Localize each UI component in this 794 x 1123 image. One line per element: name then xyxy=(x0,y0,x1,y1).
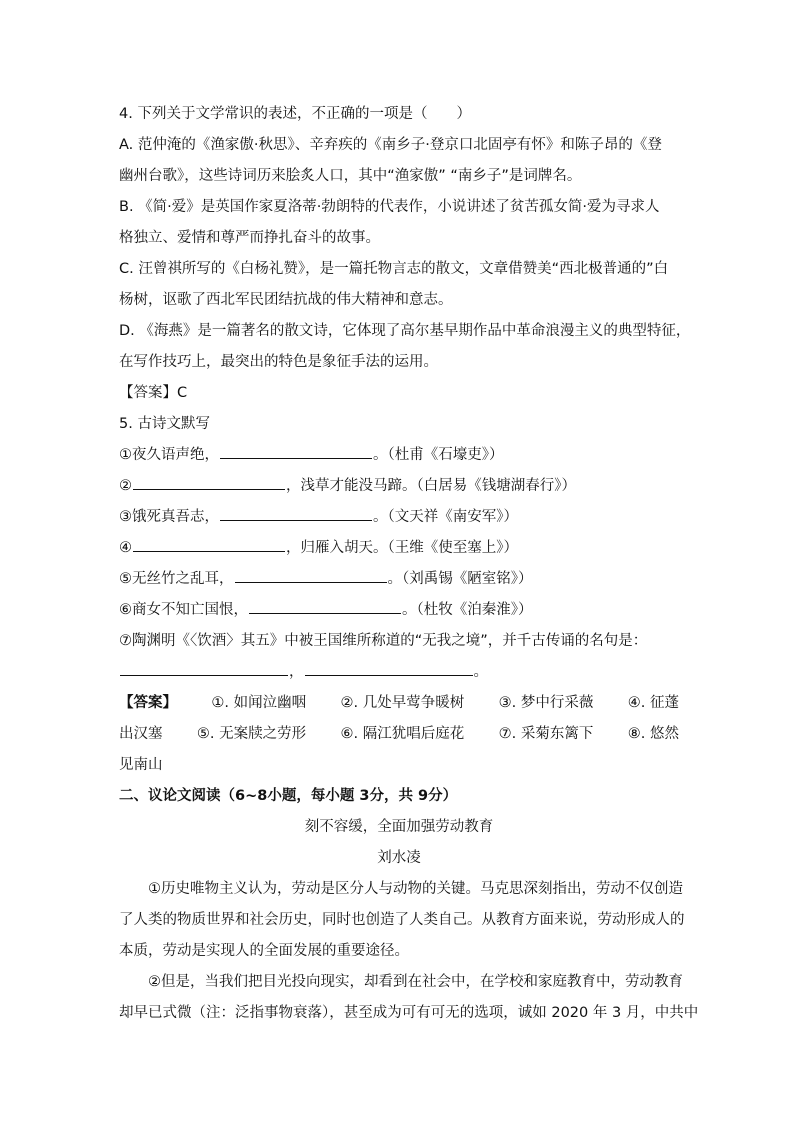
paragraph-1-line-1: ①历史唯物主义认为，劳动是区分人与动物的关键。马克思深刻指出，劳动不仅创造 xyxy=(148,881,683,897)
option-c-line-1: C. 汪曾祺所写的《白杨礼赞》，是一篇托物言志的散文，文章借赞美“西北极普通的”白 xyxy=(119,261,669,277)
answer-item-2: ②. 几处早莺争暖树 xyxy=(340,695,465,711)
blank-end: 。 xyxy=(473,664,488,680)
recite-line-5 xyxy=(119,564,679,595)
question-4-title: 4. 下列关于文学常识的表述，不正确的一项是（ ） xyxy=(119,106,471,122)
option-a-line-2: 幽州台歌》，这些诗词历来脍炙人口，其中“渔家傲” “南乡子”是词牌名。 xyxy=(119,168,582,184)
page-content xyxy=(119,99,699,1029)
recite-5-source: 。（刘禹锡《陋室铭》） xyxy=(387,571,533,587)
recite-line-2 xyxy=(119,471,679,502)
paragraph-1-line-3: 本质，劳动是实现人的全面发展的重要途径。 xyxy=(119,943,409,959)
fill-blank xyxy=(133,488,285,490)
recite-4-source: ，归雁入胡天。（王维《使至塞上》） xyxy=(286,540,518,556)
answer-item-1: ①. 如闻泣幽咽 xyxy=(211,695,307,711)
answer-item-3: ③. 梦中行采薇 xyxy=(498,695,594,711)
answer-item-6: ⑥. 隔江犹唱后庭花 xyxy=(340,726,465,742)
fill-blank xyxy=(220,457,372,459)
answer-item-8: ⑧. 悠然 xyxy=(627,726,679,742)
recite-3-prompt: ③饿死真吾志， xyxy=(119,509,219,525)
recite-line-8 xyxy=(119,657,679,688)
question-5-title: 5. 古诗文默写 xyxy=(119,416,210,432)
recite-4-prompt: ④ xyxy=(119,540,132,556)
answer-item-4: ④. 征蓬 xyxy=(627,695,679,711)
option-c-line-2: 杨树，讴歌了西北军民团结抗战的伟大精神和意志。 xyxy=(119,292,453,308)
fill-blank xyxy=(120,674,288,676)
recite-1-source: 。（杜甫《石壕吏》） xyxy=(373,447,504,463)
paragraph-2-line-2: 却早已式微（注：泛指事物衰落），甚至成为可有可无的选项，诚如 2020 年 3 月，中共中 xyxy=(119,1005,699,1021)
recite-2-prompt: ② xyxy=(119,478,132,494)
option-d-line-1: D. 《海燕》是一篇著名的散文诗，它体现了高尔基早期作品中革命浪漫主义的典型特征， xyxy=(119,323,691,339)
answer-row-1 xyxy=(119,688,679,719)
fill-blank xyxy=(133,550,285,552)
recite-6-source: 。（杜牧《泊秦淮》） xyxy=(402,602,533,618)
recite-line-3 xyxy=(119,502,679,533)
article-author: 刘水凌 xyxy=(377,850,421,866)
paragraph-1-line-2: 了人类的物质世界和社会历史，同时也创造了人类自己。从教育方面来说，劳动形成人的 xyxy=(119,912,685,928)
answer-row-2 xyxy=(119,719,679,750)
fill-blank xyxy=(305,674,473,676)
answer-label: 【答案】 xyxy=(119,695,177,711)
option-d-line-2: 在写作技巧上，最突出的特色是象征手法的运用。 xyxy=(119,354,438,370)
answer-item-4-cont: 出汉塞 xyxy=(119,726,163,742)
recite-1-prompt: ①夜久语声绝， xyxy=(119,447,219,463)
fill-blank xyxy=(249,612,401,614)
option-b-line-2: 格独立、爱情和尊严而挣扎奋斗的故事。 xyxy=(119,230,380,246)
section-heading: 二、议论文阅读（6~8小题，每小题 3分，共 9分） xyxy=(119,788,458,804)
recite-line-6 xyxy=(119,595,679,626)
recite-6-prompt: ⑥商女不知亡国恨， xyxy=(119,602,248,618)
fill-blank xyxy=(220,519,372,521)
answer-item-7: ⑦. 采菊东篱下 xyxy=(498,726,594,742)
option-b-line-1: B. 《简·爱》是英国作家夏洛蒂·勃朗特的代表作，小说讲述了贫苦孤女简·爱为寻求人 xyxy=(119,199,660,215)
recite-line-1 xyxy=(119,440,679,471)
recite-5-prompt: ⑤无丝竹之乱耳， xyxy=(119,571,234,587)
answer-row-3: 见南山 xyxy=(119,757,163,773)
paragraph-2-line-1: ②但是，当我们把目光投向现实，却看到在社会中，在学校和家庭教育中，劳动教育 xyxy=(148,974,683,990)
option-a-line-1: A. 范仲淹的《渔家傲·秋思》、辛弃疾的《南乡子·登京口北固亭有怀》和陈子昂的《登 xyxy=(119,137,662,153)
recite-line-4 xyxy=(119,533,679,564)
question-4-answer: 【答案】C xyxy=(119,385,188,401)
recite-line-7: ⑦陶渊明《〈饮酒〉其五》中被王国维所称道的“无我之境”，并千古传诵的名句是： xyxy=(119,633,648,649)
recite-3-source: 。（文天祥《南安军》） xyxy=(373,509,518,525)
blank-separator: ， xyxy=(289,664,304,680)
fill-blank xyxy=(235,581,387,583)
article-title: 刻不容缓，全面加强劳动教育 xyxy=(304,819,494,835)
recite-2-source: ，浅草才能没马蹄。（白居易《钱塘湖春行》） xyxy=(286,478,576,494)
answer-item-5: ⑤. 无案牍之劳形 xyxy=(196,726,307,742)
